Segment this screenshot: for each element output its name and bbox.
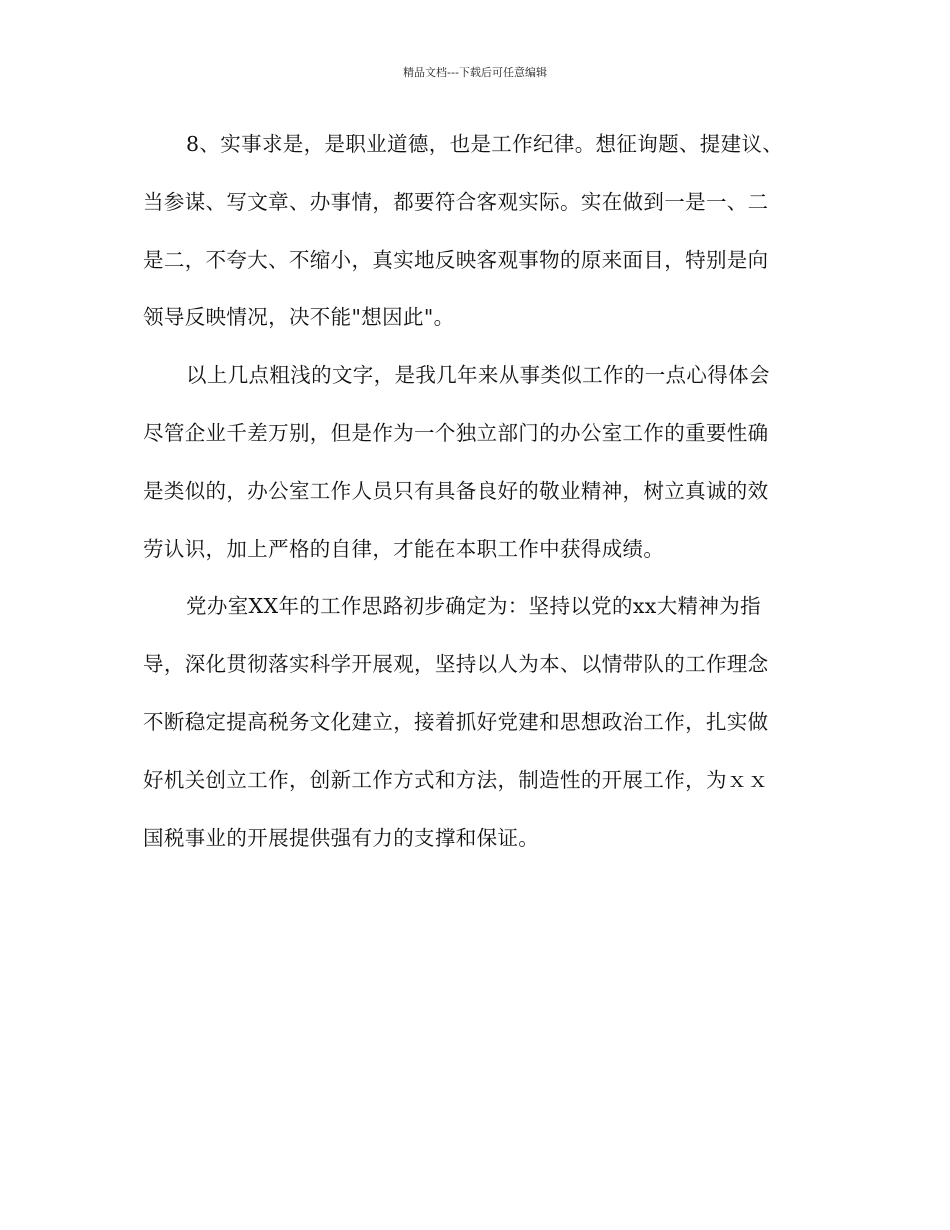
paragraph-line: 劳认识，加上严格的自律，才能在本职工作中获得成绩。: [143, 536, 665, 561]
paragraph-line: 是二，不夸大、不缩小，真实地反映客观事物的原来面目，特别是向: [143, 247, 769, 272]
paragraph-line: 是类似的，办公室工作人员只有具备良好的敬业精神，树立真诚的效: [143, 478, 769, 503]
paragraph-line: 好机关创立工作，创新工作方式和方法，制造性的开展工作，为ｘｘ: [143, 767, 769, 792]
paragraph-1: [143, 120, 809, 351]
paragraph-line: 不断稳定提高税务文化建立，接着抓好党建和思想政治工作，扎实做: [143, 709, 769, 734]
paragraph-line: 8、实事求是，是职业道德，也是工作纪律。想征询题、提建议、: [186, 132, 784, 156]
paragraph-line: 以上几点粗浅的文字，是我几年来从事类似工作的一点心得体会: [186, 363, 770, 388]
paragraph-line: 当参谋、写文章、办事情，都要符合客观实际。实在做到一是一、二: [143, 189, 769, 214]
paragraph-line: 党办室XX年的工作思路初步确定为：坚持以党的xx大精神为指: [186, 594, 761, 619]
paragraph-line: 尽管企业千差万别，但是作为一个独立部门的办公室工作的重要性确: [143, 420, 769, 445]
paragraph-line: 导，深化贯彻落实科学开展观，坚持以人为本、以情带队的工作理念: [143, 652, 769, 677]
paragraph-2: [143, 351, 809, 582]
paragraph-line: 国税事业的开展提供强有力的支撑和保证。: [143, 825, 540, 850]
page-header: 精品文档---下载后可任意编辑: [403, 66, 547, 79]
document-body: [143, 120, 809, 871]
paragraph-3: [143, 582, 809, 871]
paragraph-line: 领导反映情况，决不能"想因此"。: [143, 305, 455, 330]
